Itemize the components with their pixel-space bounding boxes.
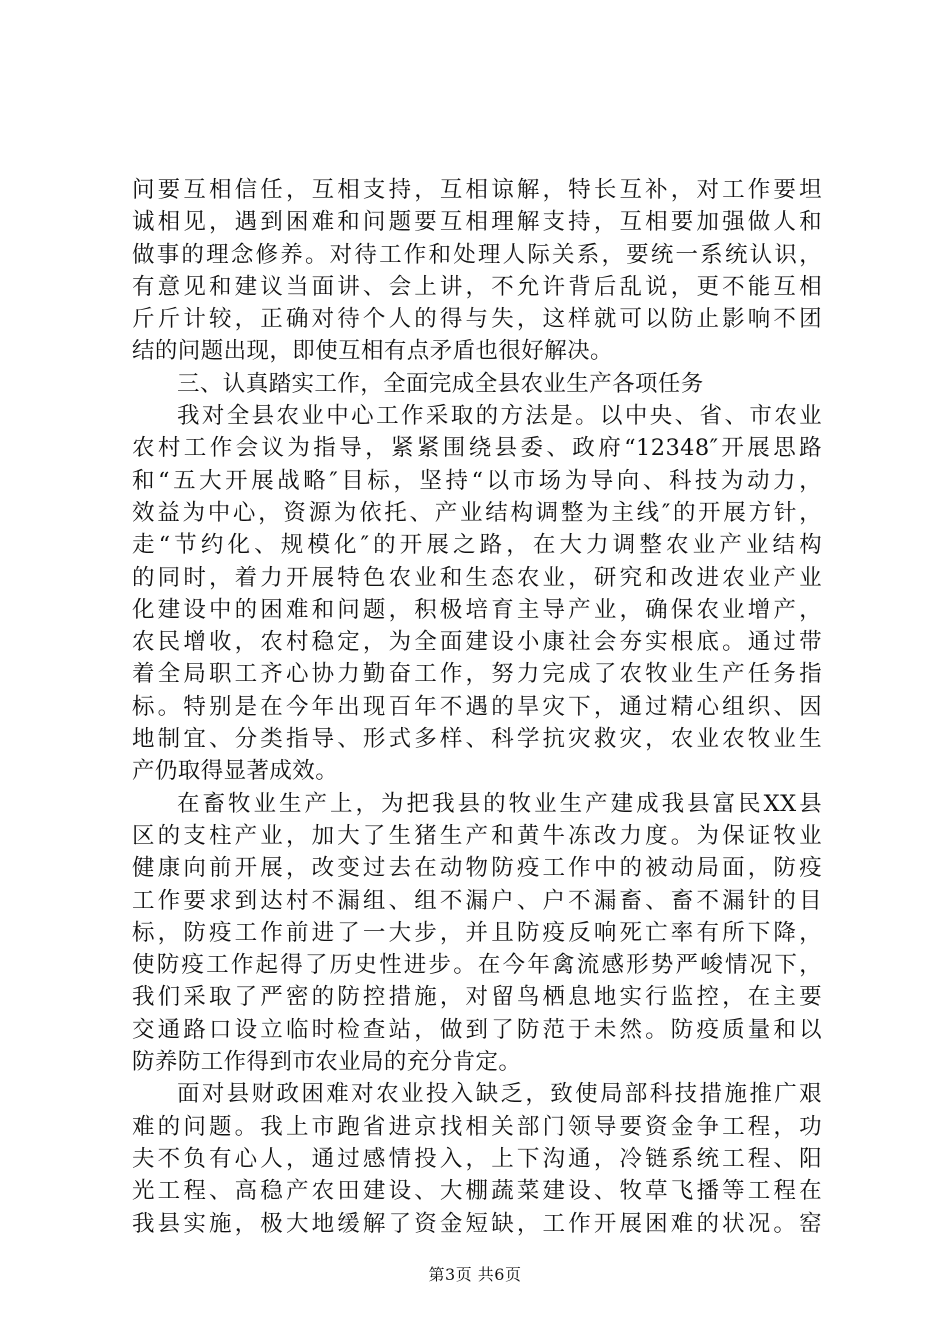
text-line: 使防疫工作起得了历史性进步。在今年禽流感形势严峻情况下， [132, 952, 822, 979]
text-line: 农村工作会议为指导，紧紧围绕县委、政府“12348″开展思路 [132, 435, 822, 462]
text-line: 着全局职工齐心协力勤奋工作，努力完成了农牧业生产任务指 [132, 661, 822, 688]
text-line: 问要互相信任，互相支持，互相谅解，特长互补，对工作要坦 [132, 177, 822, 203]
text-line: 难的问题。我上市跑省进京找相关部门领导要资金争工程，功 [132, 1113, 822, 1140]
section-heading-text: 三、认真踏实工作，全面完成全县农业生产各项任务 [177, 370, 704, 397]
text-line: 的同时，着力开展特色农业和生态农业，研究和改进农业产业 [132, 564, 822, 591]
text-line: 光工程、高稳产农田建设、大棚蔬菜建设、牧草飞播等工程在 [132, 1178, 822, 1205]
text-line: 农民增收，农村稳定，为全面建设小康社会夯实根底。通过带 [132, 629, 822, 656]
text-line: 标，防疫工作前进了一大步，并且防疫反响死亡率有所下降， [132, 919, 822, 946]
paragraph [132, 788, 822, 1079]
text-line: 交通路口设立临时检查站，做到了防范于未然。防疫质量和以 [132, 1016, 822, 1043]
text-line: 防养防工作得到市农业局的充分肯定。 [132, 1049, 522, 1076]
text-line: 效益为中心，资源为依托、产业结构调整为主线″的开展方针， [132, 499, 822, 526]
text-line: 我们采取了严密的防控措施，对留鸟栖息地实行监控，在主要 [132, 984, 822, 1011]
section-heading [132, 368, 822, 400]
text-line: 夫不负有心人，通过感情投入，上下沟通，冷链系统工程、阳 [132, 1145, 822, 1172]
text-line: 产仍取得显著成效。 [132, 758, 339, 785]
text-line: 地制宜、分类指导、形式多样、科学抗灾救灾，农业农牧业生 [132, 726, 822, 753]
text-line: 斤斤计较，正确对待个人的得与失，这样就可以防止影响不团 [132, 306, 822, 333]
text-line: 工作要求到达村不漏组、组不漏户、户不漏畜、畜不漏针的目 [132, 887, 822, 914]
paragraph [132, 1078, 822, 1239]
text-line: 在畜牧业生产上，为把我县的牧业生产建成我县富民XX县 [177, 790, 822, 817]
text-line: 我对全县农业中心工作采取的方法是。以中央、省、市农业 [177, 403, 822, 430]
document-body [132, 174, 822, 1240]
text-line: 化建设中的困难和问题，积极培育主导产业，确保农业增产， [132, 596, 822, 623]
text-line: 诚相见，遇到困难和问题要互相理解支持，互相要加强做人和 [132, 209, 822, 236]
text-line: 有意见和建议当面讲、会上讲，不允许背后乱说，更不能互相 [132, 273, 822, 300]
text-line: 面对县财政困难对农业投入缺乏，致使局部科技措施推广艰 [177, 1081, 822, 1108]
paragraph-continued [132, 174, 822, 368]
text-line: 和“五大开展战略″目标，坚持“以市场为导向、科技为动力， [132, 467, 822, 494]
text-line: 走“节约化、规模化″的开展之路，在大力调整农业产业结构 [132, 532, 822, 559]
text-line: 区的支柱产业，加大了生猪生产和黄牛冻改力度。为保证牧业 [132, 822, 822, 849]
text-line: 我县实施，极大地缓解了资金短缺，工作开展困难的状况。窑 [132, 1210, 822, 1237]
text-line: 健康向前开展，改变过去在动物防疫工作中的被动局面，防疫 [132, 855, 822, 882]
text-line: 标。特别是在今年出现百年不遇的旱灾下，通过精心组织、因 [132, 693, 822, 720]
paragraph [132, 400, 822, 788]
text-line: 结的问题出现，即使互相有点矛盾也很好解决。 [132, 338, 613, 365]
text-line: 做事的理念修养。对待工作和处理人际关系，要统一系统认识， [132, 241, 822, 268]
page-number-footer: 第3页 共6页 [428, 1265, 522, 1284]
